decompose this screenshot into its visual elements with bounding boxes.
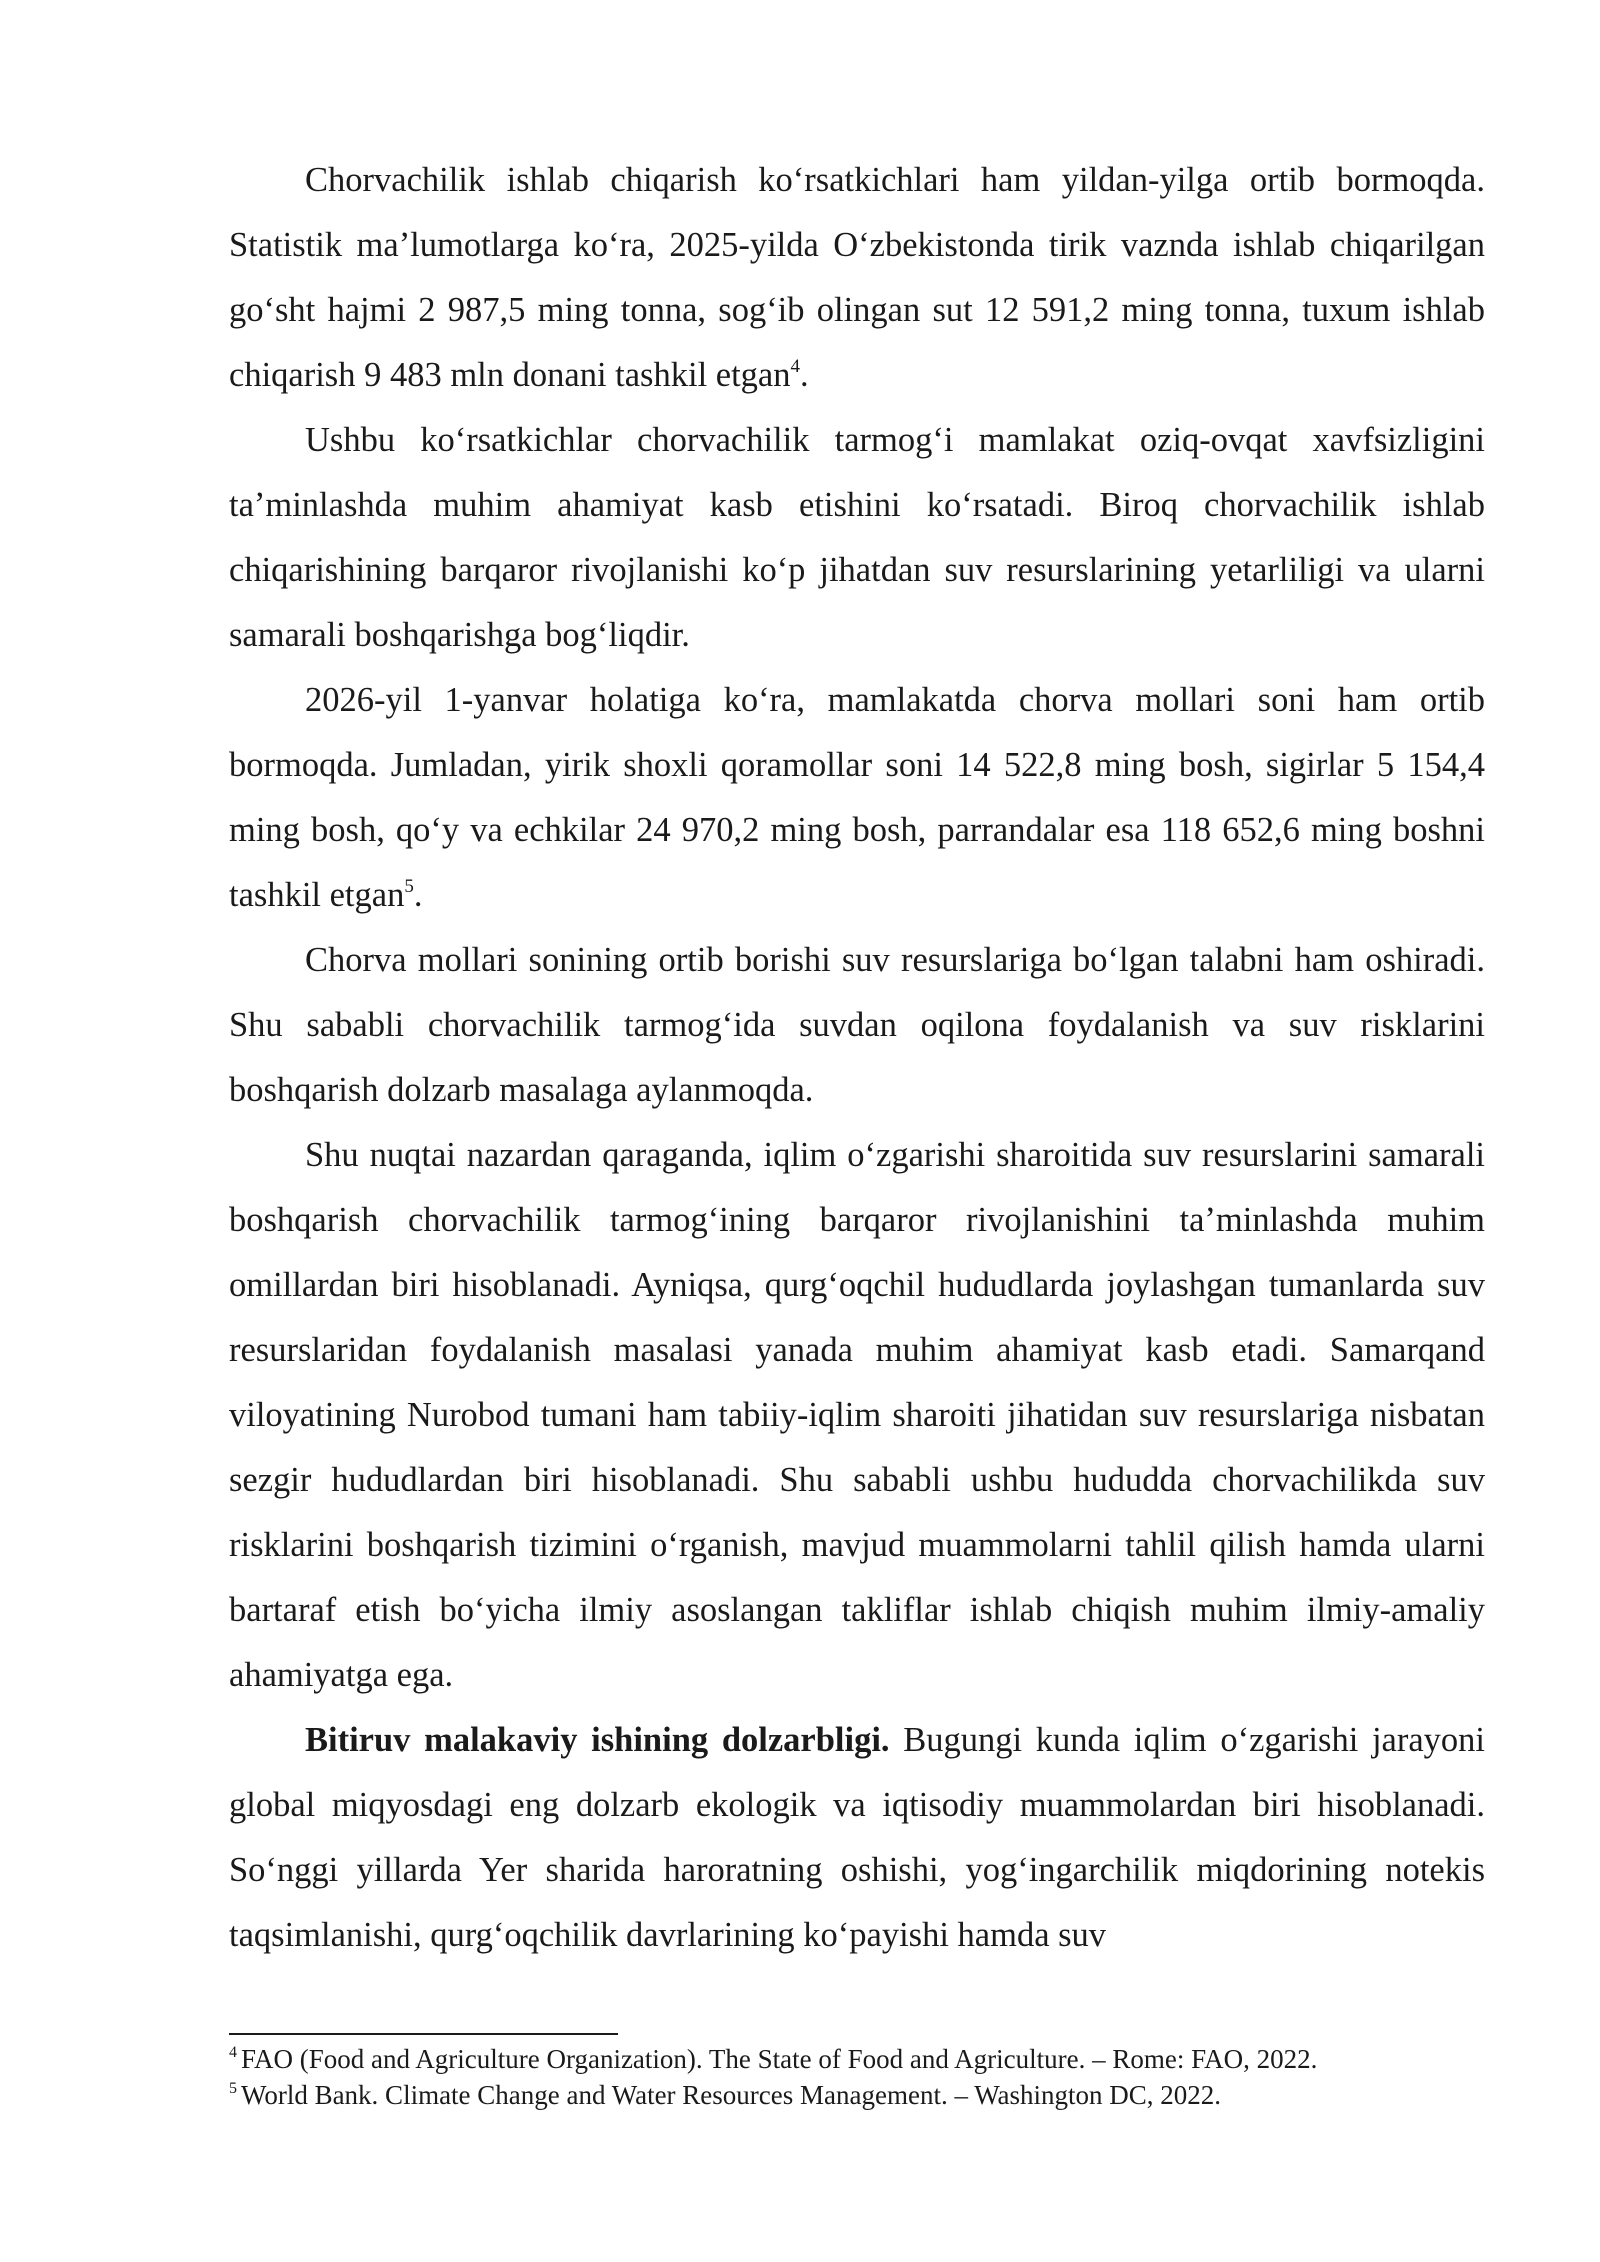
paragraph-bold-lead: Bitiruv malakaviy ishining dolzarbligi. [305, 1721, 890, 1759]
paragraph-text: Ushbu koʻrsatkichlar chorvachilik tarmogʻi mamlakat oziq-ovqat xavfsizligini taʼminlashda muhim ahamiyat kasb etishini koʻrsatadi. Biroq chorvachilik ishlab chiqarishining barqaror rivojlanishi koʻp jihatdan suv resurslarining yetarliligi va ularni samarali boshqarishga bogʻliqdir. [229, 421, 1485, 654]
paragraph-text: Bugungi kunda iqlim oʻzgarishi jarayoni global miqyosdagi eng dolzarb ekologik va iqtisodiy muammolardan biri hisoblanadi. Soʻnggi yillarda Yer sharida haroratning oshishi, yogʻingarchilik miqdorining notekis taqsimlanishi, qurgʻoqchilik davrlarining koʻpayishi hamda suv [229, 1721, 1486, 1954]
paragraph-text: Shu nuqtai nazardan qaraganda, iqlim oʻzgarishi sharoitida suv resurslarini samarali boshqarish chorvachilik tarmogʻining barqaror rivojlanishini taʼminlashda muhim omillardan biri hisoblanadi. Ayniqsa, qurgʻoqchil hududlarda joylashgan tumanlarda suv resurslaridan foydalanish masalasi yanada muhim ahamiyat kasb etadi. Samarqand viloyatining Nurobod tumani ham tabiiy-iqlim sharoiti jihatidan suv resurslariga nisbatan sezgir hududlardan biri hisoblanadi. Shu sababli ushbu hududda chorvachilikda suv risklarini boshqarish tizimini oʻrganish, mavjud muammolarni tahlil qilish hamda ularni bartaraf etish boʻyicha ilmiy asoslangan takliflar ishlab chiqish muhim ilmiy-amaliy ahamiyatga ega. [229, 1136, 1485, 1694]
paragraph-relevance [229, 1708, 1485, 1968]
paragraph-tail: . [413, 876, 423, 914]
paragraph-text: Chorvachilik ishlab chiqarish koʻrsatkichlari ham yildan-yilga ortib bormoqda. Statistik maʼlumotlarga koʻra, 2025-yilda Oʻzbekistonda tirik vaznda ishlab chiqarilgan goʻsht hajmi 2 987,5 ming tonna, sogʻib olingan sut 12 591,2 ming tonna, tuxum ishlab chiqarish 9 483 mln donani tashkil etgan [229, 161, 1485, 394]
footnote-reference[interactable]: 4 [790, 355, 800, 377]
footnote-text: World Bank. Climate Change and Water Resources Management. – Washington DC, 2022. [241, 2080, 1222, 2110]
paragraph-text: 2026-yil 1-yanvar holatiga koʻra, mamlakatda chorva mollari soni ham ortib bormoqda. Jumladan, yirik shoxli qoramollar soni 14 522,8 ming bosh, sigirlar 5 154,4 ming bosh, qoʻy va echkilar 24 970,2 ming bosh, parrandalar esa 118 652,6 ming boshni tashkil etgan [229, 681, 1485, 914]
paragraph-livestock-production [229, 148, 1485, 408]
paragraph-tail: . [799, 356, 809, 394]
footnotes [229, 2041, 1485, 2113]
footnote-number: 4 [229, 2044, 237, 2061]
paragraph-livestock-numbers [229, 668, 1485, 928]
paragraph-food-security [229, 408, 1485, 668]
footnote-item [229, 2077, 1485, 2113]
paragraph-text: Chorva mollari sonining ortib borishi suv resurslariga boʻlgan talabni ham oshiradi. Shu sababli chorvachilik tarmogʻida suvdan oqilona foydalanish va suv risklarini boshqarish dolzarb masalaga aylanmoqda. [229, 941, 1485, 1109]
body-text [229, 148, 1485, 1968]
paragraph-climate-water-management [229, 1123, 1485, 1708]
footnote-separator [229, 2033, 618, 2035]
footnote-number: 5 [229, 2080, 237, 2097]
footnote-reference[interactable]: 5 [404, 875, 414, 897]
paragraph-water-demand [229, 928, 1485, 1123]
footnote-text: FAO (Food and Agriculture Organization). The State of Food and Agriculture. – Rome: FAO, 2022. [241, 2044, 1318, 2074]
footnote-item [229, 2041, 1485, 2077]
